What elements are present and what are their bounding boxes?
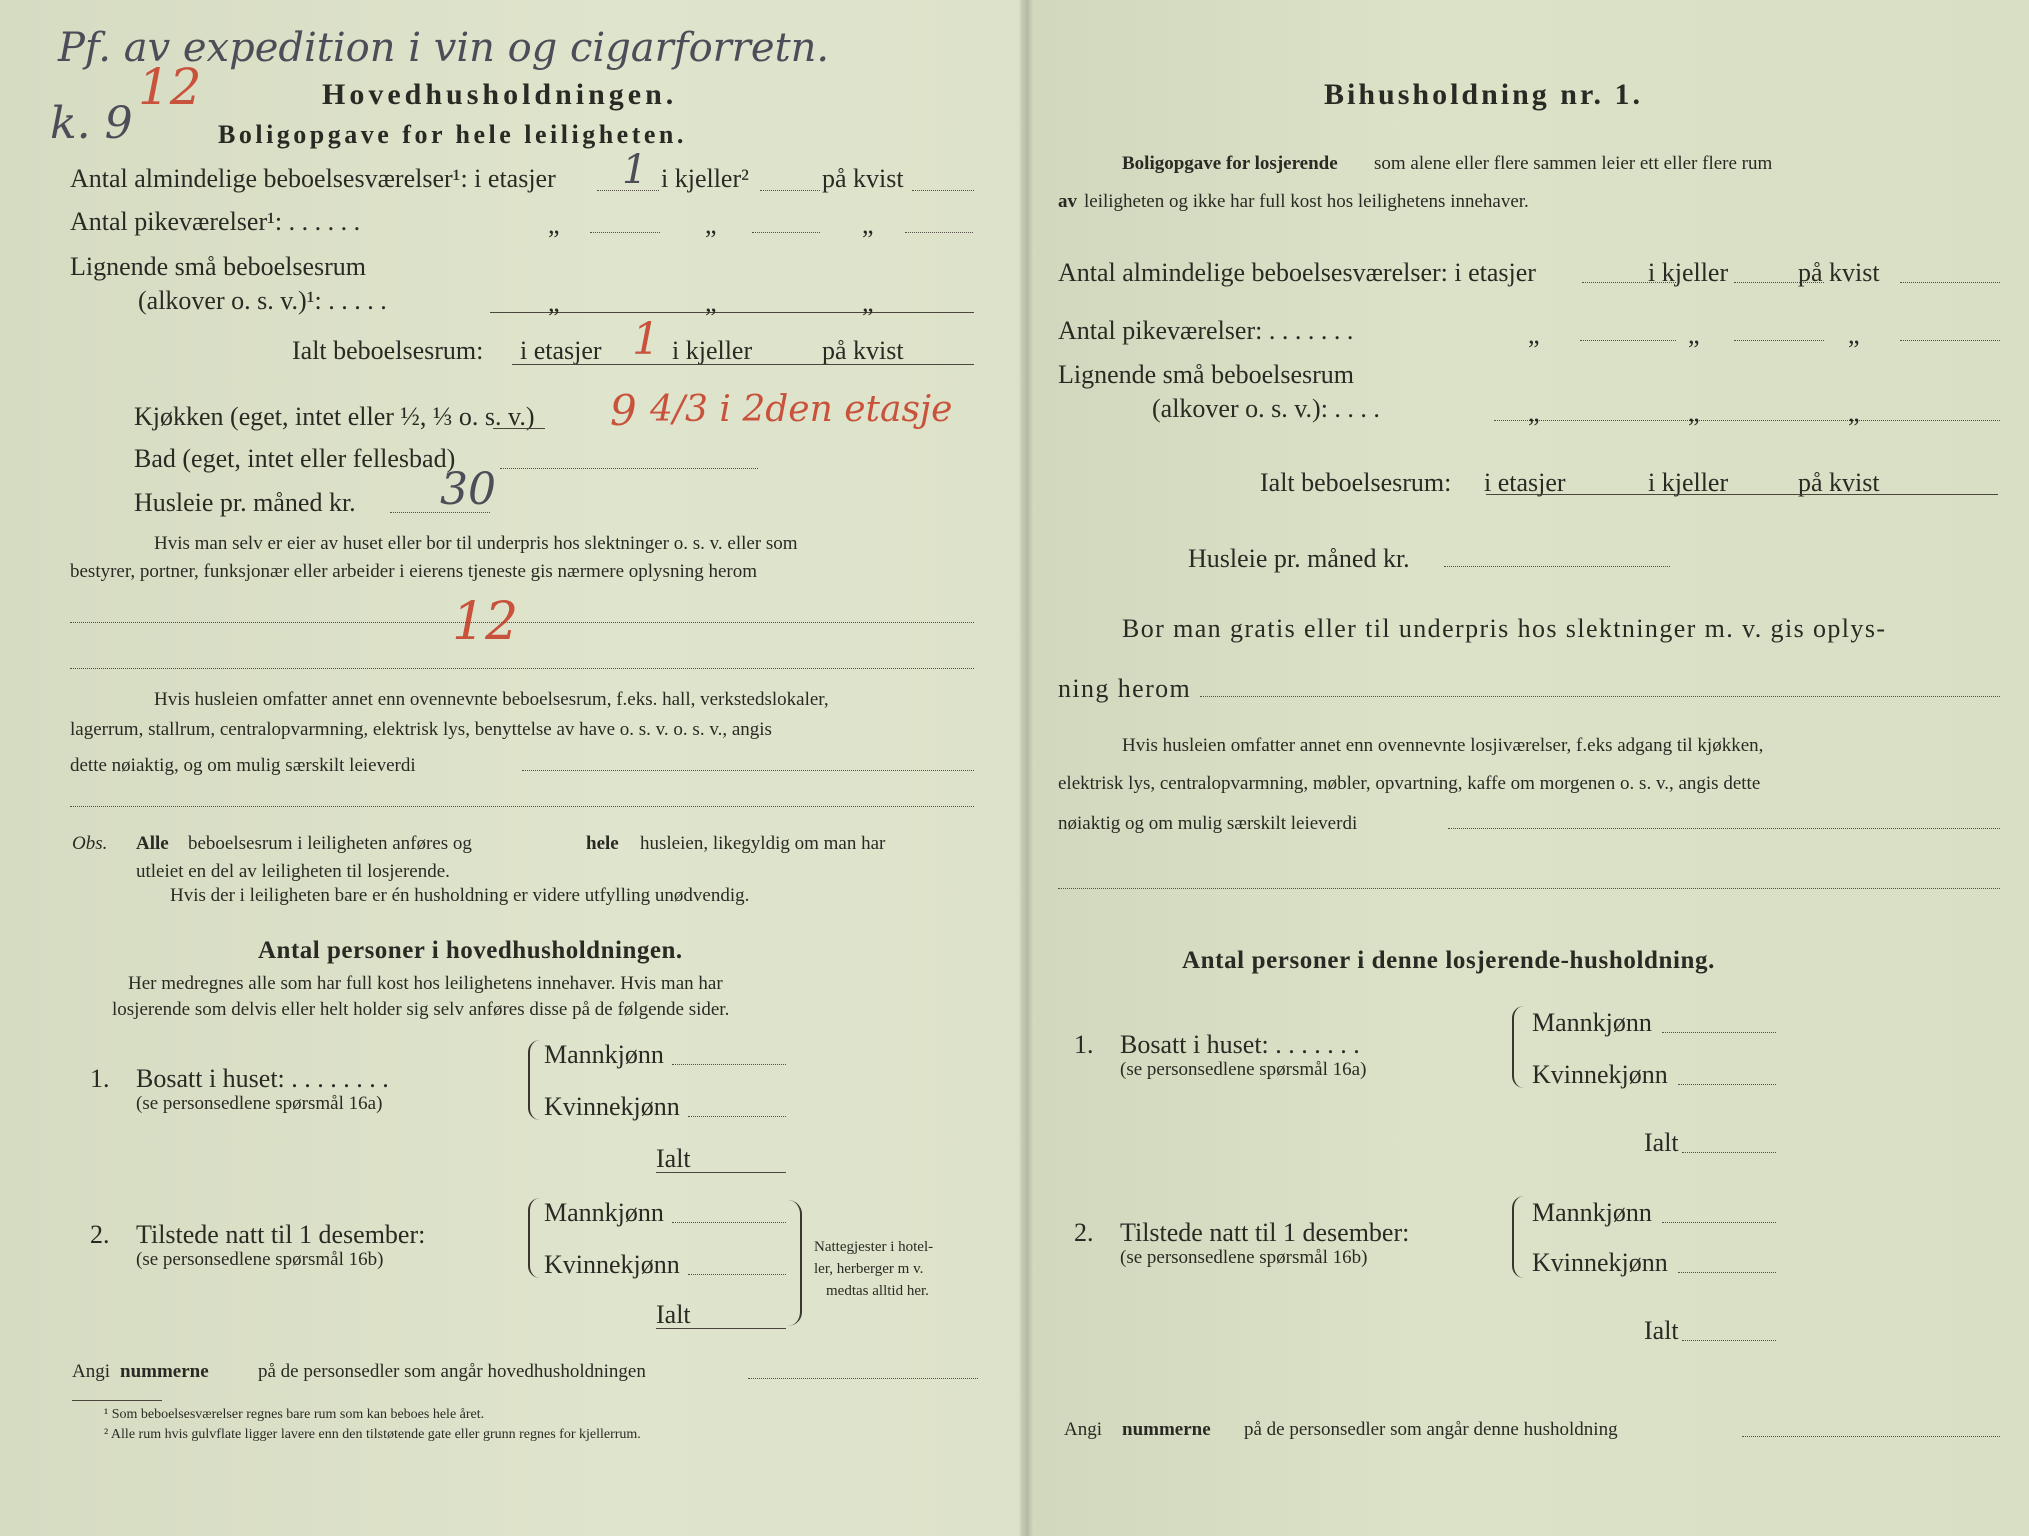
q2-label: Tilstede natt til 1 desember: — [136, 1220, 426, 1249]
label-ialt-kjeller: i kjeller — [1648, 468, 1729, 497]
natt-note-1: Nattegjester i hotel- — [814, 1239, 934, 1255]
q1-subtitle: (se personsedlene spørsmål 16a) — [136, 1093, 383, 1114]
footnote-2: ² Alle rum hvis gulvflate ligger lavere enn den tilstøtende gate eller grunn regnes for kjellerrum. — [104, 1427, 641, 1442]
text-eier-line1: Hvis man selv er eier av huset eller bor til underpris hos slektninger o. s. v. eller som — [154, 533, 798, 554]
angi-label-b: nummerne — [1122, 1419, 1211, 1440]
field-gratis[interactable] — [1200, 696, 2000, 697]
q2-kvinne-label: Kvinnekjønn — [544, 1250, 680, 1279]
value-etasjer: 1 — [622, 147, 648, 193]
q1-label: Bosatt i huset: . . . . . . . — [1120, 1030, 1360, 1059]
page-subtitle: Boligopgave for hele leiligheten. — [218, 120, 687, 149]
underline-ialt — [1486, 494, 1998, 495]
ditto-mark: „ — [862, 210, 874, 239]
obs-text-3: utleiet en del av leiligheten til losjerende. — [136, 861, 450, 882]
label-husleie: Husleie pr. måned kr. — [1188, 544, 1410, 573]
q1-mann-label: Mannkjønn — [544, 1040, 664, 1069]
brace-q1 — [1512, 1006, 1524, 1088]
q2-mann-field[interactable] — [672, 1222, 786, 1223]
brace-q2 — [528, 1198, 540, 1278]
text-husleie-omfatter-line3: nøiaktig og om mulig særskilt leieverdi — [1058, 813, 1358, 834]
text-gratis-line1: Bor man gratis eller til underpris hos slektninger m. v. gis oplys- — [1122, 614, 1887, 643]
q1-kvinne-label: Kvinnekjønn — [544, 1092, 680, 1121]
field-eier-oplysning-1[interactable] — [70, 622, 974, 623]
q1-mann-label: Mannkjønn — [1532, 1008, 1652, 1037]
q2-mann-label: Mannkjønn — [1532, 1198, 1652, 1227]
value-note: 12 — [452, 592, 519, 652]
label-antal-vaerelser: Antal almindelige beboelsesværelser¹: i etasjer — [70, 164, 556, 193]
angi-label-c: på de personsedler som angår hovedhusholdningen — [258, 1361, 646, 1382]
field-leieverdi-2[interactable] — [1058, 888, 2000, 889]
handwritten-code-1: 12 — [138, 58, 202, 116]
footnote-1: ¹ Som beboelsesværelser regnes bare rum som kan beboes hele året. — [104, 1407, 485, 1422]
label-ialt-etasjer: i etasjer — [1484, 468, 1566, 497]
q1-ialt-field[interactable] — [1682, 1152, 1776, 1153]
q1-ialt-label: Ialt — [1644, 1128, 1679, 1157]
brace-q2 — [1512, 1196, 1524, 1278]
q1-ialt-field[interactable] — [656, 1172, 786, 1173]
label-ialt-beboelsesrum: Ialt beboelsesrum: — [292, 336, 484, 365]
label-i-kjeller: i kjeller² — [661, 164, 749, 193]
ditto-mark: „ — [1688, 398, 1700, 427]
q2-number: 2. — [90, 1220, 110, 1249]
field-bad[interactable] — [500, 468, 758, 469]
q1-subtitle: (se personsedlene spørsmål 16a) — [1120, 1059, 1367, 1080]
label-alkover: (alkover o. s. v.)¹: . . . . . — [138, 286, 387, 315]
page-title: Hovedhusholdningen. — [322, 78, 678, 111]
q2-kvinne-label: Kvinnekjønn — [1532, 1248, 1668, 1277]
q2-ialt-field[interactable] — [656, 1328, 786, 1329]
field-kvist[interactable] — [912, 190, 974, 191]
text-gratis-line2: ning herom — [1058, 674, 1192, 703]
field-husleie[interactable] — [390, 512, 490, 513]
natt-note-2: ler, herberger m v. — [814, 1261, 924, 1277]
obs-alle: Alle — [136, 833, 169, 854]
ditto-mark: „ — [705, 288, 717, 317]
intro-text-1: som alene eller flere sammen leier ett eller flere rum — [1374, 153, 1773, 174]
q2-ialt-label: Ialt — [1644, 1316, 1679, 1345]
label-antal-vaerelser: Antal almindelige beboelsesværelser: i etasjer — [1058, 258, 1536, 287]
natt-note-3: medtas alltid her. — [826, 1283, 929, 1299]
field-leieverdi-2[interactable] — [70, 806, 974, 807]
page-fold — [1020, 0, 1034, 1536]
text-husleie-omfatter-line1: Hvis husleien omfatter annet enn ovennevnte beboelsesrum, f.eks. hall, verkstedslokaler, — [154, 689, 829, 710]
q1-number: 1. — [1074, 1030, 1094, 1059]
q2-mann-field[interactable] — [1662, 1222, 1776, 1223]
label-ialt-kjeller: i kjeller — [672, 336, 753, 365]
ditto-mark: „ — [862, 288, 874, 317]
q1-mann-field[interactable] — [672, 1064, 786, 1065]
ditto-mark: „ — [1528, 320, 1540, 349]
obs-text-4: Hvis der i leiligheten bare er én husholdning er videre utfylling unødvendig. — [170, 885, 750, 906]
obs-text-2: husleien, likegyldig om man har — [640, 833, 886, 854]
text-husleie-omfatter-line3: dette nøiaktig, og om mulig særskilt leieverdi — [70, 755, 416, 776]
text-husleie-omfatter-line2: elektrisk lys, centralopvarmning, møbler, opvartning, kaffe om morgenen o. s. v., angis dette — [1058, 773, 1761, 794]
label-kjokken: Kjøkken (eget, intet eller ½, ⅓ o. s. v.) — [134, 402, 535, 431]
angi-field[interactable] — [748, 1378, 978, 1379]
label-ialt-kvist: på kvist — [1798, 468, 1880, 497]
label-bad: Bad (eget, intet eller fellesbad) — [134, 444, 456, 473]
q1-mann-field[interactable] — [1662, 1032, 1776, 1033]
q1-kvinne-label: Kvinnekjønn — [1532, 1060, 1668, 1089]
persons-text-2: losjerende som delvis eller helt holder sig selv anføres disse på de følgende sider. — [112, 999, 730, 1020]
q2-ialt-field[interactable] — [1682, 1340, 1776, 1341]
q1-kvinne-field[interactable] — [1678, 1084, 1776, 1085]
intro-av: av — [1058, 191, 1077, 212]
intro-text-2: leiligheten og ikke har full kost hos leilighetens innehaver. — [1084, 191, 1529, 212]
value-kjokken: 9 — [610, 386, 637, 435]
q2-kvinne-field[interactable] — [1678, 1272, 1776, 1273]
obs-text-1: beboelsesrum i leiligheten anføres og — [188, 833, 472, 854]
handwritten-code-2: k. 9 — [50, 98, 133, 149]
ditto-mark: „ — [1528, 398, 1540, 427]
persons-title: Antal personer i denne losjerende-husholdning. — [1182, 947, 1716, 974]
field-pike-etasjer[interactable] — [1580, 340, 1676, 341]
label-ialt-etasjer: i etasjer — [520, 336, 602, 365]
field-pike-kjeller[interactable] — [752, 232, 820, 233]
obs-hele: hele — [586, 833, 619, 854]
label-ialt-beboelsesrum: Ialt beboelsesrum: — [1260, 468, 1452, 497]
ditto-mark: „ — [1848, 398, 1860, 427]
ditto-mark: „ — [548, 210, 560, 239]
q2-subtitle: (se personsedlene spørsmål 16b) — [1120, 1247, 1368, 1268]
value-ialt-etasjer: 1 — [632, 314, 660, 365]
underline-ialt — [512, 364, 974, 365]
intro-bold: Boligopgave for losjerende — [1122, 153, 1338, 174]
text-eier-line2: bestyrer, portner, funksjonær eller arbeider i eierens tjeneste gis nærmere oplysning herom — [70, 561, 758, 582]
ditto-mark: „ — [548, 288, 560, 317]
field-lignende[interactable] — [1494, 420, 2000, 421]
right-page-bihusholdning — [1034, 0, 2029, 1536]
label-husleie: Husleie pr. måned kr. — [134, 488, 356, 517]
field-pike-kvist[interactable] — [1900, 340, 2000, 341]
q1-label: Bosatt i huset: . . . . . . . . — [136, 1064, 389, 1093]
label-ialt-kvist: på kvist — [822, 336, 904, 365]
brace-q1 — [528, 1040, 540, 1120]
field-pike-etasjer[interactable] — [590, 232, 660, 233]
field-leieverdi[interactable] — [1448, 828, 2000, 829]
underline-lignende — [490, 312, 974, 313]
q2-label: Tilstede natt til 1 desember: — [1120, 1218, 1410, 1247]
ditto-mark: „ — [1688, 320, 1700, 349]
label-alkover: (alkover o. s. v.): . . . . — [1152, 394, 1380, 423]
text-husleie-omfatter-line1: Hvis husleien omfatter annet enn ovennevnte losjiværelser, f.eks adgang til kjøkken, — [1122, 735, 1764, 756]
q1-ialt-label: Ialt — [656, 1144, 691, 1173]
q2-ialt-label: Ialt — [656, 1300, 691, 1329]
field-kjeller[interactable] — [760, 190, 820, 191]
q1-kvinne-field[interactable] — [688, 1116, 786, 1117]
text-husleie-omfatter-line2: lagerrum, stallrum, centralopvarmning, elektrisk lys, benyttelse av have o. s. v. o. s. v., angis — [70, 719, 772, 740]
angi-label-a: Angi — [72, 1361, 110, 1382]
label-pa-kvist: på kvist — [1798, 258, 1880, 287]
persons-text-1: Her medregnes alle som har full kost hos leilighetens innehaver. Hvis man har — [128, 973, 723, 994]
value-husleie: 30 — [440, 464, 496, 515]
label-lignende-rum: Lignende små beboelsesrum — [70, 252, 367, 281]
q2-mann-label: Mannkjønn — [544, 1198, 664, 1227]
angi-field[interactable] — [1742, 1436, 2000, 1437]
footnote-divider — [72, 1400, 162, 1401]
label-lignende-rum: Lignende små beboelsesrum — [1058, 360, 1355, 389]
field-leieverdi[interactable] — [522, 770, 974, 771]
brace-natt — [788, 1200, 802, 1326]
label-pikevaerelser: Antal pikeværelser¹: . . . . . . — [70, 207, 361, 236]
ditto-mark: „ — [1848, 320, 1860, 349]
ditto-mark: „ — [705, 210, 717, 239]
field-eier-oplysning-2[interactable] — [70, 668, 974, 669]
label-i-kjeller: i kjeller — [1648, 258, 1729, 287]
label-pikevaerelser: Antal pikeværelser: . . . . . . . — [1058, 316, 1354, 345]
angi-label-c: på de personsedler som angår denne husholdning — [1244, 1419, 1618, 1440]
q2-number: 2. — [1074, 1218, 1094, 1247]
field-husleie[interactable] — [1444, 566, 1670, 567]
persons-title: Antal personer i hovedhusholdningen. — [258, 937, 683, 964]
angi-label-a: Angi — [1064, 1419, 1102, 1440]
field-kvist[interactable] — [1900, 282, 2000, 283]
field-pike-kvist[interactable] — [905, 232, 973, 233]
q1-number: 1. — [90, 1064, 110, 1093]
obs-label: Obs. — [72, 833, 108, 854]
value-kjokken-note: 4/3 i 2den etasje — [650, 389, 953, 430]
q2-subtitle: (se personsedlene spørsmål 16b) — [136, 1249, 384, 1270]
q2-kvinne-field[interactable] — [688, 1274, 786, 1275]
field-pike-kjeller[interactable] — [1734, 340, 1824, 341]
underline-kjokken — [493, 428, 545, 429]
page-title: Bihusholdning nr. 1. — [1324, 78, 1644, 111]
handwritten-top-note: Pf. av expedition i vin og cigarforretn. — [58, 25, 830, 71]
label-pa-kvist: på kvist — [822, 164, 904, 193]
angi-label-b: nummerne — [120, 1361, 209, 1382]
